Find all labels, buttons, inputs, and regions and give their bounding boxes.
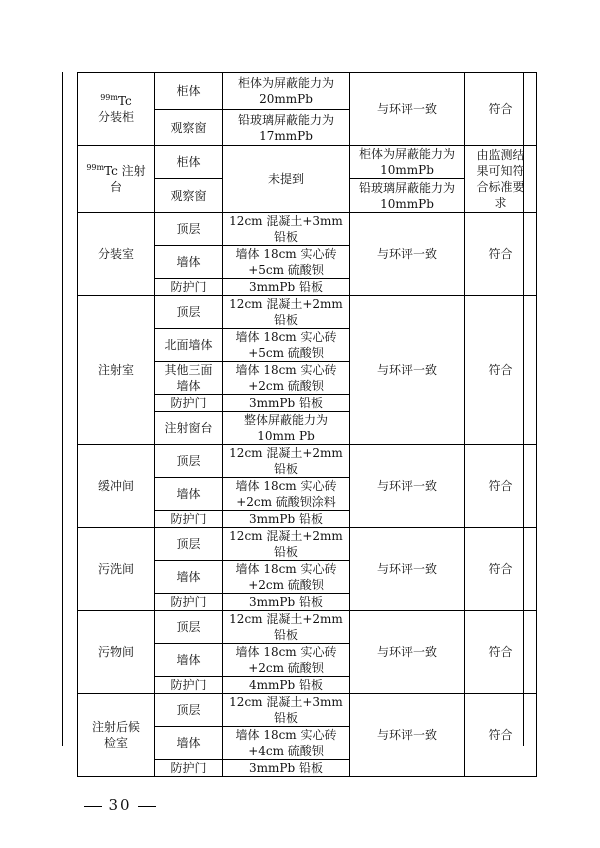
part-cell: 防护门 bbox=[155, 677, 223, 694]
eia-cell: 3mmPb 铅板 bbox=[223, 760, 350, 777]
area-cell: 注射后候 检室 bbox=[78, 694, 155, 777]
result-cell: 符合 bbox=[465, 611, 537, 694]
actual-cell: 与环评一致 bbox=[350, 296, 465, 445]
part-cell: 防护门 bbox=[155, 594, 223, 611]
eia-cell: 3mmPb 铅板 bbox=[223, 279, 350, 296]
area-cell: 污物间 bbox=[78, 611, 155, 694]
part-cell: 其他三面 墙体 bbox=[155, 362, 223, 395]
part-cell: 顶层 bbox=[155, 213, 223, 246]
part-cell: 柜体 bbox=[155, 146, 223, 179]
eia-cell: 墙体 18cm 实心砖 +2cm 硫酸钡 bbox=[223, 362, 350, 395]
part-cell: 注射窗台 bbox=[155, 412, 223, 445]
table-row bbox=[78, 611, 537, 644]
table-row bbox=[78, 445, 537, 478]
actual-cell: 与环评一致 bbox=[350, 73, 465, 146]
actual-cell: 与环评一致 bbox=[350, 445, 465, 528]
page-number: 30 bbox=[108, 796, 132, 814]
part-cell: 顶层 bbox=[155, 296, 223, 329]
part-cell: 墙体 bbox=[155, 561, 223, 594]
eia-cell: 3mmPb 铅板 bbox=[223, 511, 350, 528]
actual-cell: 与环评一致 bbox=[350, 694, 465, 777]
eia-cell: 墙体 18cm 实心砖 +5cm 硫酸钡 bbox=[223, 246, 350, 279]
table-row bbox=[78, 213, 537, 246]
part-cell: 墙体 bbox=[155, 644, 223, 677]
eia-cell: 未提到 bbox=[223, 146, 350, 213]
table-row bbox=[78, 73, 537, 110]
part-cell: 防护门 bbox=[155, 511, 223, 528]
area-cell: $^{99m}$Tc 分装柜 bbox=[78, 73, 155, 146]
part-cell: 墙体 bbox=[155, 727, 223, 760]
footer-dash-left bbox=[84, 806, 102, 807]
area-cell: $^{99m}$Tc 注射 台 bbox=[78, 146, 155, 213]
area-cell: 污洗间 bbox=[78, 528, 155, 611]
part-cell: 防护门 bbox=[155, 279, 223, 296]
result-cell: 符合 bbox=[465, 73, 537, 146]
result-cell: 符合 bbox=[465, 213, 537, 296]
eia-cell: 12cm 混凝土+2mm 铅板 bbox=[223, 296, 350, 329]
eia-cell: 12cm 混凝土+2mm 铅板 bbox=[223, 528, 350, 561]
footer-dash-right bbox=[138, 806, 156, 807]
eia-cell: 整体屏蔽能力为 10mm Pb bbox=[223, 412, 350, 445]
eia-cell: 墙体 18cm 实心砖 +2cm 硫酸钡涂料 bbox=[223, 478, 350, 511]
part-cell: 防护门 bbox=[155, 760, 223, 777]
part-cell: 北面墙体 bbox=[155, 329, 223, 362]
actual-cell: 柜体为屏蔽能力为 10mmPb bbox=[350, 146, 465, 179]
eia-cell: 墙体 18cm 实心砖 +5cm 硫酸钡 bbox=[223, 329, 350, 362]
eia-cell: 12cm 混凝土+3mm 铅板 bbox=[223, 694, 350, 727]
eia-cell: 3mmPb 铅板 bbox=[223, 395, 350, 412]
part-cell: 观察窗 bbox=[155, 179, 223, 213]
part-cell: 柜体 bbox=[155, 73, 223, 110]
result-cell: 符合 bbox=[465, 445, 537, 528]
part-cell: 顶层 bbox=[155, 445, 223, 478]
table-row bbox=[78, 296, 537, 329]
eia-cell: 墙体 18cm 实心砖 +2cm 硫酸钡 bbox=[223, 561, 350, 594]
result-cell: 符合 bbox=[465, 296, 537, 445]
result-cell: 由监测结 果可知符 合标准要 求 bbox=[465, 146, 537, 213]
part-cell: 顶层 bbox=[155, 694, 223, 727]
eia-cell: 12cm 混凝土+3mm 铅板 bbox=[223, 213, 350, 246]
actual-cell: 与环评一致 bbox=[350, 611, 465, 694]
actual-cell: 与环评一致 bbox=[350, 213, 465, 296]
eia-cell: 12cm 混凝土+2mm 铅板 bbox=[223, 445, 350, 478]
part-cell: 顶层 bbox=[155, 611, 223, 644]
page-footer bbox=[0, 796, 240, 814]
table-row bbox=[78, 694, 537, 727]
eia-cell: 墙体 18cm 实心砖 +4cm 硫酸钡 bbox=[223, 727, 350, 760]
area-cell: 注射室 bbox=[78, 296, 155, 445]
area-cell: 缓冲间 bbox=[78, 445, 155, 528]
part-cell: 墙体 bbox=[155, 246, 223, 279]
actual-cell: 与环评一致 bbox=[350, 528, 465, 611]
shielding-table bbox=[77, 72, 537, 777]
part-cell: 墙体 bbox=[155, 478, 223, 511]
eia-cell: 铅玻璃屏蔽能力为 17mmPb bbox=[223, 110, 350, 146]
eia-cell: 墙体 18cm 实心砖 +2cm 硫酸钡 bbox=[223, 644, 350, 677]
eia-cell: 柜体为屏蔽能力为 20mmPb bbox=[223, 73, 350, 110]
eia-cell: 4mmPb 铅板 bbox=[223, 677, 350, 694]
part-cell: 防护门 bbox=[155, 395, 223, 412]
eia-cell: 3mmPb 铅板 bbox=[223, 594, 350, 611]
actual-cell: 铅玻璃屏蔽能力为 10mmPb bbox=[350, 179, 465, 213]
result-cell: 符合 bbox=[465, 528, 537, 611]
area-cell: 分装室 bbox=[78, 213, 155, 296]
part-cell: 顶层 bbox=[155, 528, 223, 561]
table-row bbox=[78, 528, 537, 561]
table-row bbox=[78, 146, 537, 179]
eia-cell: 12cm 混凝土+2mm 铅板 bbox=[223, 611, 350, 644]
part-cell: 观察窗 bbox=[155, 110, 223, 146]
result-cell: 符合 bbox=[465, 694, 537, 777]
